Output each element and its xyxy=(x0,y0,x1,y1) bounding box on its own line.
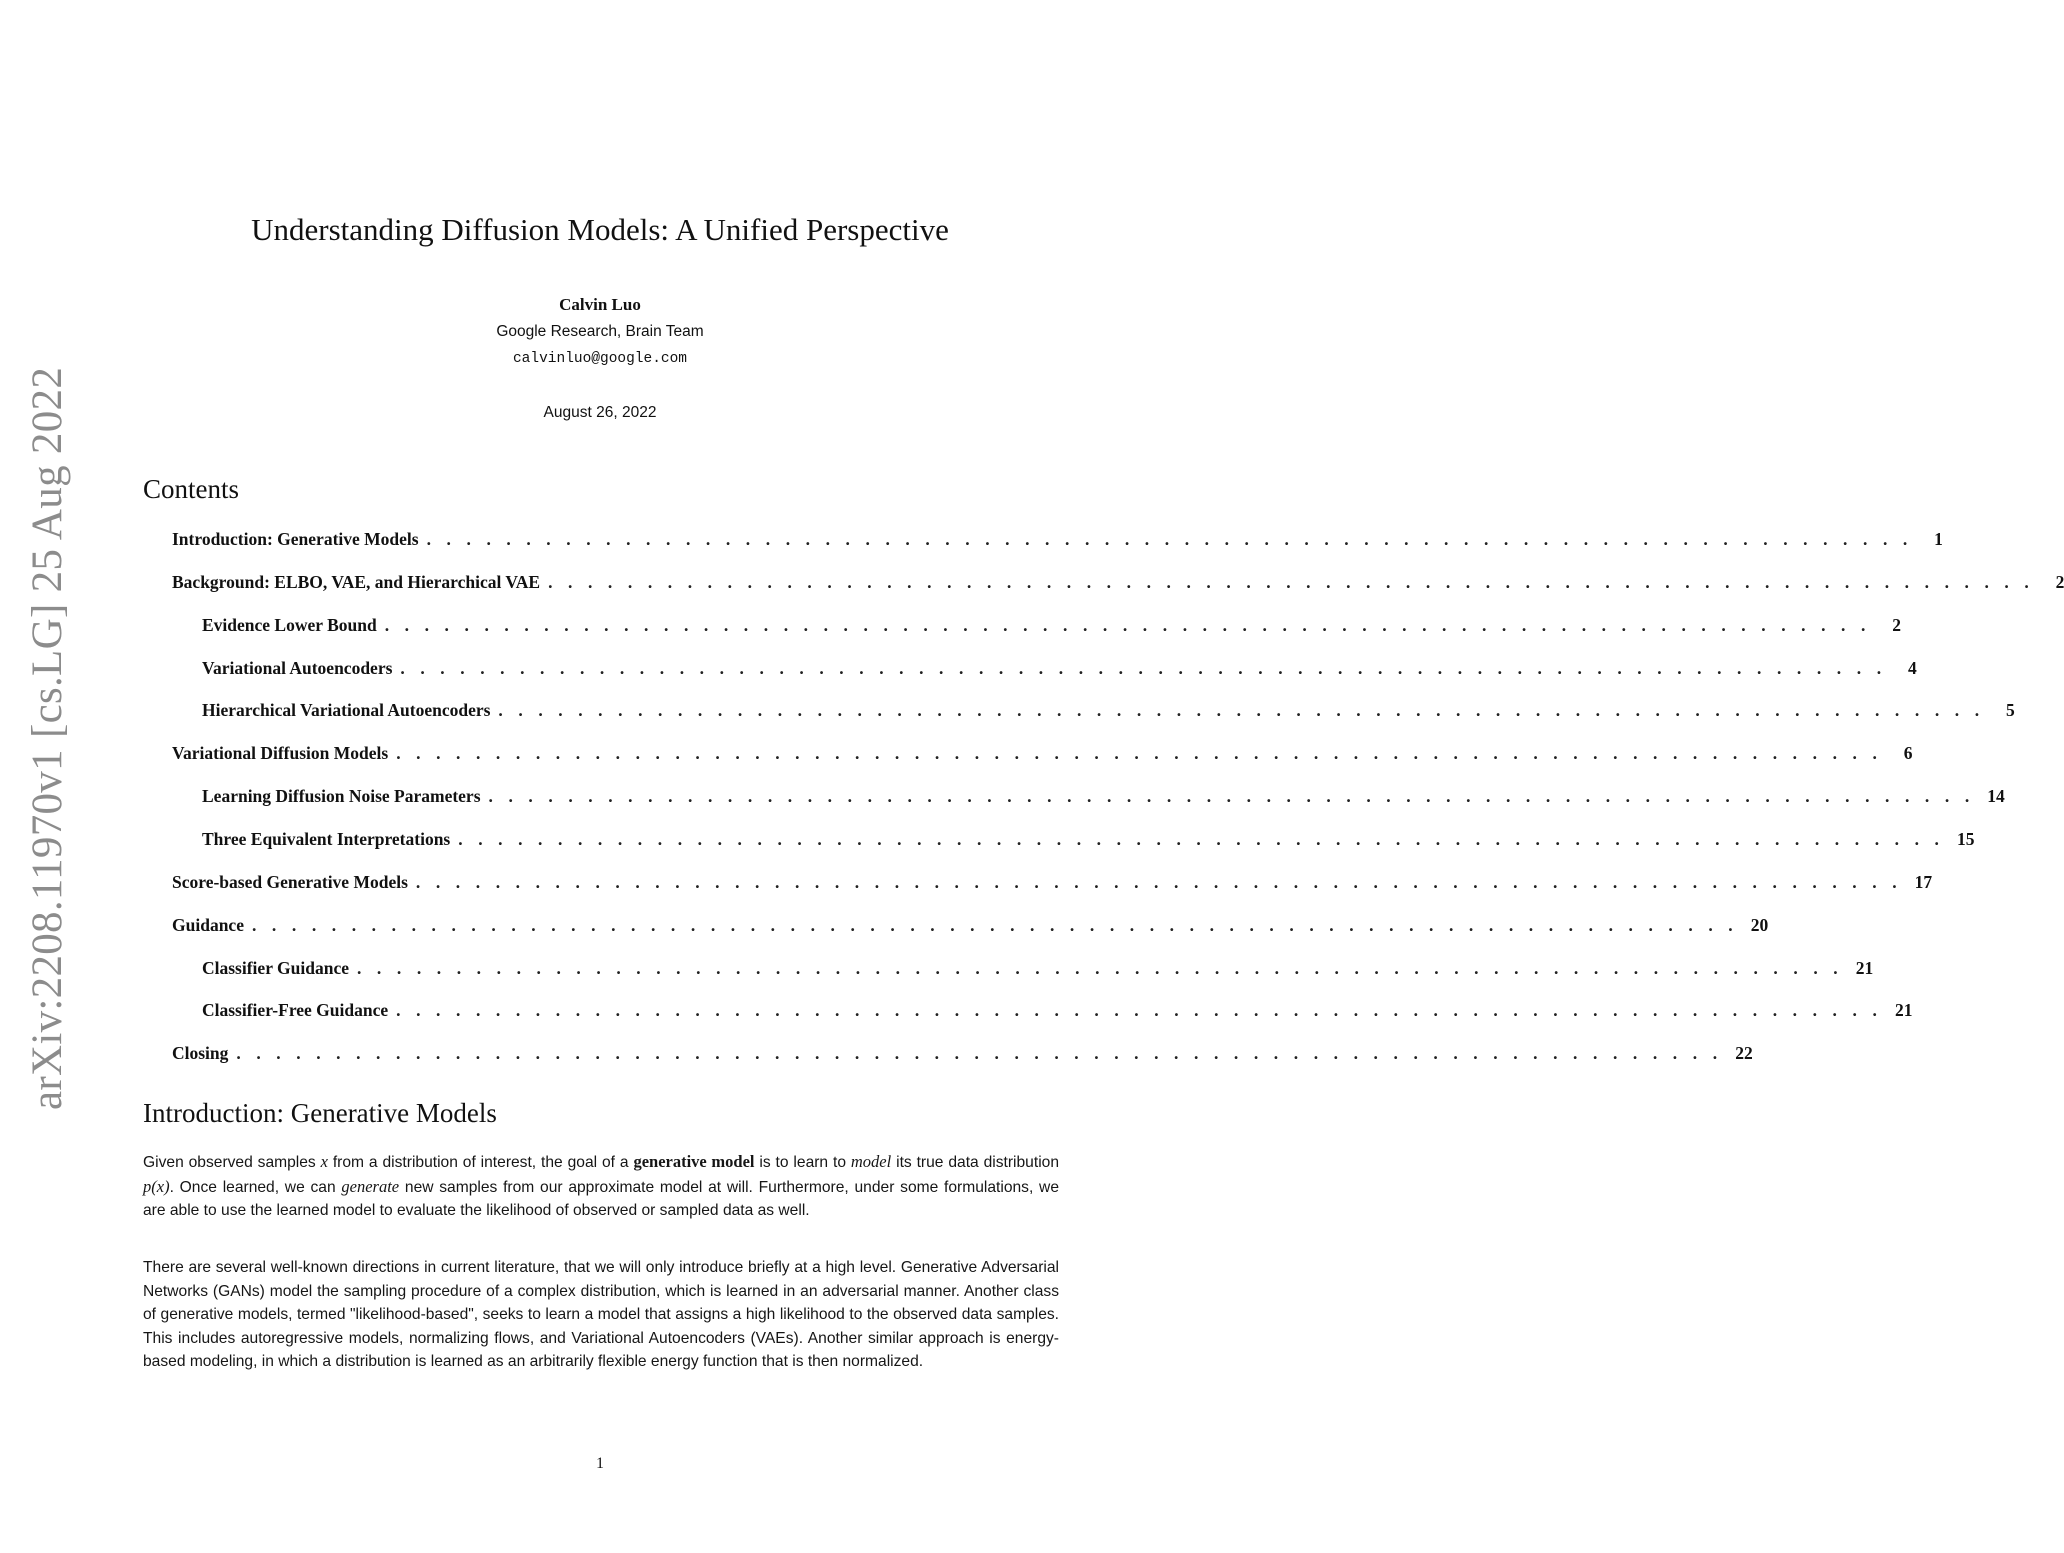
text-run: new samples from our approximate model at will. Furthermore, under some formulations, we are able to use the learned model to evaluate the likelihood of observed or sampled data as well. xyxy=(143,1178,1059,1219)
paper-title: Understanding Diffusion Models: A Unified Perspective xyxy=(251,212,949,247)
toc-entry-label: Three Equivalent Interpretations xyxy=(202,829,451,849)
toc-entry-page: 22 xyxy=(1735,1043,1753,1063)
toc-entry-page: 21 xyxy=(1894,1000,1913,1020)
toc-entry-background[interactable] xyxy=(172,570,2064,594)
toc-entry-page: 17 xyxy=(1914,872,1933,892)
toc-entry-evidence-lower-bound[interactable] xyxy=(202,613,1901,637)
toc-entry-classifier-guidance[interactable] xyxy=(202,956,1874,980)
toc-leader-dots: . . . . . . . . . . . . . . . . . . . . . . . . . . . . . . . . . . . . . . . . . . . . . . . . . . . . . . . . . . . . . . . . . . . . . . . . . . . xyxy=(236,1043,1723,1063)
toc-entry-page: 6 xyxy=(1903,743,1913,763)
toc-entry-introduction[interactable] xyxy=(172,527,1943,551)
contents-heading: Contents xyxy=(143,474,240,504)
toc-leader-dots: . . . . . . . . . . . . . . . . . . . . . . . . . . . . . . . . . . . . . . . . . . . . . . . . . . . . . . . . . . . . . . . . . . . . . . . . . . . xyxy=(458,829,1945,849)
toc-entry-label: Variational Diffusion Models xyxy=(172,743,389,763)
author-name: Calvin Luo xyxy=(559,295,641,314)
author-affiliation: Google Research, Brain Team xyxy=(496,323,704,340)
toc-entry-guidance[interactable] xyxy=(172,913,1769,937)
text-run: . Once learned, we can xyxy=(169,1178,342,1196)
emphasis-bold: generative model xyxy=(633,1152,755,1171)
toc-entry-label: Guidance xyxy=(172,915,244,935)
toc-entry-learning-noise-parameters[interactable] xyxy=(202,784,2005,808)
emphasis-italic: model xyxy=(850,1152,892,1171)
toc-entry-label: Hierarchical Variational Autoencoders xyxy=(202,700,491,720)
toc-entry-label: Classifier-Free Guidance xyxy=(202,1000,389,1020)
toc-entry-label: Classifier Guidance xyxy=(202,958,349,978)
toc-leader-dots: . . . . . . . . . . . . . . . . . . . . . . . . . . . . . . . . . . . . . . . . . . . . . . . . . . . . . . . . . . . . . . . . . . . . . . . . . . . xyxy=(356,958,1844,978)
toc-entry-page: 2 xyxy=(2055,572,2064,592)
text-run: its true data distribution xyxy=(891,1154,1059,1171)
toc-entry-score-based-models[interactable] xyxy=(172,870,1933,894)
toc-leader-dots: . . . . . . . . . . . . . . . . . . . . . . . . . . . . . . . . . . . . . . . . . . . . . . . . . . . . . . . . . . . . . . . . . . . . . . . . . . . xyxy=(396,743,1883,763)
section-heading-introduction: Introduction: Generative Models xyxy=(143,1098,497,1128)
toc-entry-label: Score-based Generative Models xyxy=(172,872,408,892)
toc-leader-dots: . . . . . . . . . . . . . . . . . . . . . . . . . . . . . . . . . . . . . . . . . . . . . . . . . . . . . . . . . . . . . . . . . . . . . . . . . . . xyxy=(548,572,2035,592)
toc-entry-variational-diffusion-models[interactable] xyxy=(172,741,1913,765)
arxiv-identifier-stamp: arXiv:2208.11970v1 [cs.LG] 25 Aug 2022 xyxy=(24,366,71,1110)
toc-entry-page: 14 xyxy=(1987,786,2005,806)
toc-leader-dots: . . . . . . . . . . . . . . . . . . . . . . . . . . . . . . . . . . . . . . . . . . . . . . . . . . . . . . . . . . . . . . . . . . . . . . . . . . . xyxy=(498,700,1985,720)
toc-entry-label: Evidence Lower Bound xyxy=(202,615,377,635)
toc-entry-three-interpretations[interactable] xyxy=(202,827,1975,851)
intro-paragraph-1 xyxy=(143,1150,1059,1223)
toc-entry-label: Learning Diffusion Noise Parameters xyxy=(202,786,481,806)
toc-leader-dots: . . . . . . . . . . . . . . . . . . . . . . . . . . . . . . . . . . . . . . . . . . . . . . . . . . . . . . . . . . . . . . . . . . . . . . . . . . . xyxy=(426,529,1913,549)
text-run: is to learn to xyxy=(754,1154,851,1171)
toc-entry-page: 21 xyxy=(1855,958,1874,978)
toc-entry-page: 5 xyxy=(2005,700,2015,720)
toc-entry-page: 4 xyxy=(1907,658,1917,678)
toc-entry-label: Introduction: Generative Models xyxy=(172,529,419,549)
toc-entry-closing[interactable] xyxy=(172,1041,1753,1065)
emphasis-italic: generate xyxy=(341,1176,400,1196)
author-email[interactable]: calvinluo@google.com xyxy=(512,351,688,367)
intro-paragraph-2: There are several well-known directions in current literature, that we will only introduce briefly at a high level. Generative Adversarial Networks (GANs) model the sampling procedure of a complex distribution, which is learned in an adversarial manner. Another class of generative models, termed "likelihood-based", seeks to learn a model that assigns a high likelihood to the observed data samples. This includes autoregressive models, normalizing flows, and Variational Autoencoders (VAEs). Another similar approach is energy-based modeling, in which a distribution is learned as an arbitrarily flexible energy function that is then normalized. xyxy=(143,1259,1059,1370)
toc-entry-page: 15 xyxy=(1957,829,1975,849)
text-run: Given observed samples xyxy=(143,1154,321,1171)
toc-entry-label: Variational Autoencoders xyxy=(202,658,393,678)
toc-entry-label: Closing xyxy=(172,1043,229,1063)
math-variable: x xyxy=(320,1152,328,1171)
toc-entry-label: Background: ELBO, VAE, and Hierarchical VAE xyxy=(172,572,541,592)
toc-entry-page: 1 xyxy=(1934,529,1943,549)
toc-leader-dots: . . . . . . . . . . . . . . . . . . . . . . . . . . . . . . . . . . . . . . . . . . . . . . . . . . . . . . . . . . . . . . . . . . . . . . . . . . . xyxy=(415,872,1903,892)
toc-entry-hierarchical-vae[interactable] xyxy=(202,698,2015,722)
toc-leader-dots: . . . . . . . . . . . . . . . . . . . . . . . . . . . . . . . . . . . . . . . . . . . . . . . . . . . . . . . . . . . . . . . . . . . . . . . . . . . xyxy=(251,915,1739,935)
paper-date: August 26, 2022 xyxy=(543,404,657,421)
toc-entry-page: 2 xyxy=(1892,615,1901,635)
math-expression: p(x) xyxy=(143,1176,170,1196)
page-number: 1 xyxy=(596,1455,604,1472)
toc-leader-dots: . . . . . . . . . . . . . . . . . . . . . . . . . . . . . . . . . . . . . . . . . . . . . . . . . . . . . . . . . . . . . . . . . . . . . . . . . . . xyxy=(396,1000,1883,1020)
toc-entry-classifier-free-guidance[interactable] xyxy=(202,998,1913,1022)
toc-entry-page: 20 xyxy=(1750,915,1769,935)
text-run: from a distribution of interest, the goal of a xyxy=(327,1154,634,1171)
toc-leader-dots: . . . . . . . . . . . . . . . . . . . . . . . . . . . . . . . . . . . . . . . . . . . . . . . . . . . . . . . . . . . . . . . . . . . . . . . . . . . xyxy=(400,658,1887,678)
toc-leader-dots: . . . . . . . . . . . . . . . . . . . . . . . . . . . . . . . . . . . . . . . . . . . . . . . . . . . . . . . . . . . . . . . . . . . . . . . . . . . xyxy=(384,615,1871,635)
toc-entry-variational-autoencoders[interactable] xyxy=(202,656,1917,680)
toc-leader-dots: . . . . . . . . . . . . . . . . . . . . . . . . . . . . . . . . . . . . . . . . . . . . . . . . . . . . . . . . . . . . . . . . . . . . . . . . . . . xyxy=(488,786,1975,806)
